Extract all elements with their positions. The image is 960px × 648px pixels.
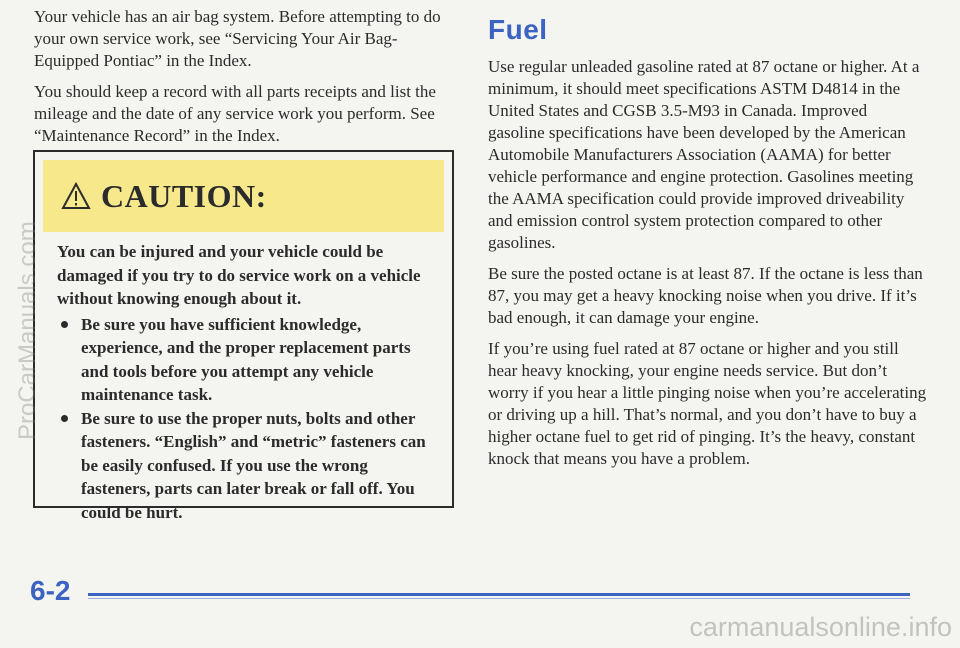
caution-bullet-text: Be sure to use the proper nuts, bolts and other fasteners. “English” and “metric” fasteners can be easily confused. If you use the wrong fasteners, parts can later break or fall off. You could be hurt. — [81, 408, 426, 522]
caution-intro: You can be injured and your vehicle could be damaged if you try to do service work on a vehicle without knowing enough about it. — [57, 242, 421, 308]
caution-title: CAUTION: — [101, 177, 267, 214]
page-number: 6-2 — [30, 575, 71, 606]
fuel-paragraph: Use regular unleaded gasoline rated at 87 octane or higher. At a minimum, it should meet specifications ASTM D4814 in the United States and CGSB 3.5-M93 in Canada. Improved gasoline specifications have been developed by the American Automobile Manufacturers Association (AAMA) for better vehicle performance and engine protection. Gasolines meeting the AAMA specification could provide improved driveability and emission control system protection compared to other gasolines. — [488, 57, 920, 252]
caution-header — [43, 160, 444, 232]
caution-bullet — [57, 313, 436, 407]
bullet-icon — [61, 321, 68, 328]
watermark-left: ProCarManuals.com — [14, 221, 41, 440]
airbag-paragraph: Your vehicle has an air bag system. Before attempting to do your own service work, see “Servicing Your Air Bag-Equipped Pontiac” in the Index. — [34, 7, 441, 70]
left-column — [34, 6, 454, 156]
fuel-heading: Fuel — [488, 14, 548, 45]
caution-bullet-text: Be sure you have sufficient knowledge, experience, and the proper replacement parts and tools before you attempt any vehicle maintenance task. — [81, 314, 411, 404]
footer-rule-thin — [88, 598, 910, 599]
fuel-paragraph: If you’re using fuel rated at 87 octane or higher and you still hear heavy knocking, your engine needs service. But don’t worry if you hear a little pinging noise when you’re accelerating or driving up a hill. That’s normal, and you don’t have to buy a higher octane fuel to get rid of pinging. It’s the heavy, constant knock that means you have a problem. — [488, 339, 927, 468]
caution-bullet-list — [57, 313, 436, 525]
right-column — [488, 6, 928, 479]
caution-body — [35, 240, 452, 524]
record-paragraph: You should keep a record with all parts receipts and list the mileage and the date of any service work you perform. See “Maintenance Record” in the Index. — [34, 82, 436, 145]
caution-box — [33, 150, 454, 522]
bullet-icon — [61, 415, 68, 422]
footer-rule — [88, 593, 910, 596]
warning-triangle-icon — [61, 182, 91, 210]
caution-bullet — [57, 407, 436, 525]
watermark-bottom: carmanualsonline.info — [689, 612, 952, 642]
fuel-paragraph: Be sure the posted octane is at least 87. If the octane is less than 87, you may get a heavy knocking noise when you drive. If it’s bad enough, it can damage your engine. — [488, 264, 923, 327]
